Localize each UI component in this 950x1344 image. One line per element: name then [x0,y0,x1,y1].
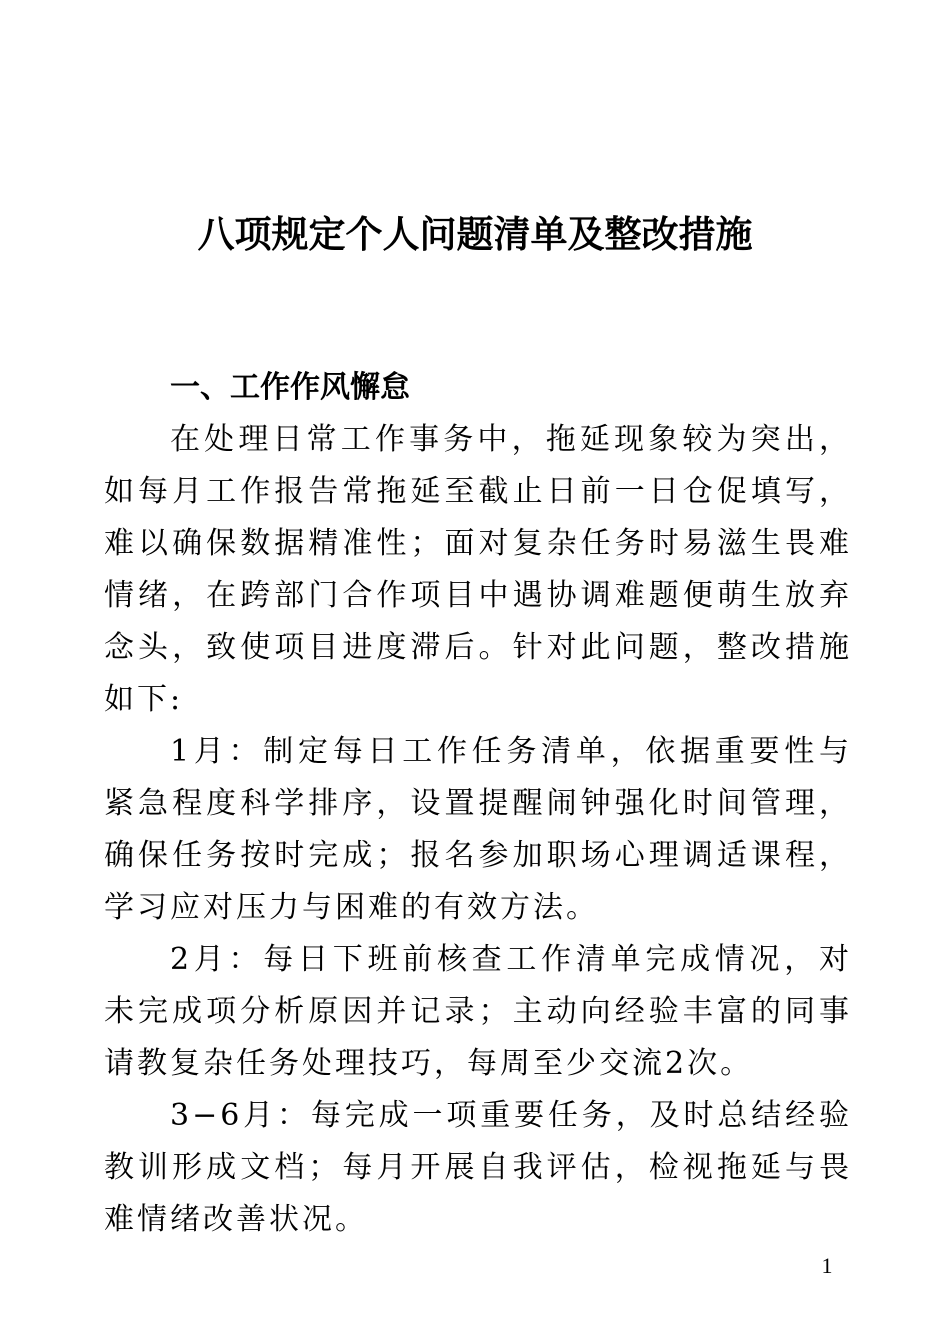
paragraph-february-measures: 2月：每日下班前核查工作清单完成情况，对未完成项分析原因并记录；主动向经验丰富的同事请教复杂任务处理技巧，每周至少交流2次。 [104,942,852,1081]
paragraph-march-june-measures: 3−6月：每完成一项重要任务，及时总结经验教训形成文档；每月开展自我评估，检视拖延与畏难情绪改善状况。 [104,1098,852,1237]
paragraph-january-measures: 1月：制定每日工作任务清单，依据重要性与紧急程度科学排序，设置提醒闹钟强化时间管理，确保任务按时完成；报名参加职场心理调适课程，学习应对压力与困难的有效方法。 [104,734,852,925]
document-title: 八项规定个人问题清单及整改措施 [197,213,753,256]
paragraph-problem-description: 在处理日常工作事务中，拖延现象较为突出，如每月工作报告常拖延至截止日前一日仓促填写，难以确保数据精准性；面对复杂任务时易滋生畏难情绪，在跨部门合作项目中遇协调难题便萌生放弃念头，致使项目进度滞后。针对此问题，整改措施如下: [104,422,852,717]
page-number: 1 [821,1253,833,1278]
document-body [104,414,852,1246]
section-heading: 一、工作作风懈怠 [170,370,410,405]
